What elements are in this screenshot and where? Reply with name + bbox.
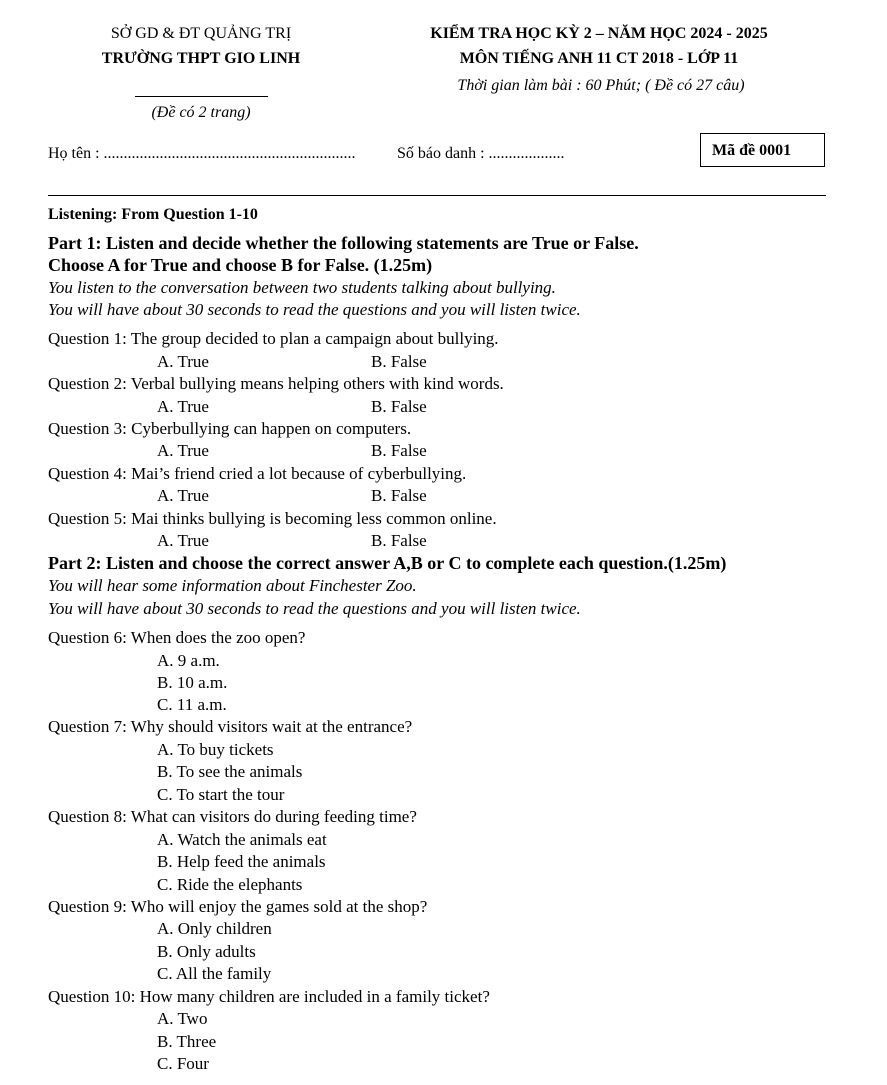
q1-option-a: A. True <box>157 352 209 371</box>
question-3: Question 3: Cyberbullying can happen on computers. <box>48 419 412 438</box>
q9-option-a: A. Only children <box>157 919 272 938</box>
q9-option-b: B. Only adults <box>157 942 256 961</box>
student-name-field: Họ tên : ............................................................... <box>48 145 356 162</box>
question-4: Question 4: Mai’s friend cried a lot because of cyberbullying. <box>48 464 467 483</box>
q6-option-b: B. 10 a.m. <box>157 673 228 692</box>
part2-instruction-2: You will have about 30 seconds to read the questions and you will listen twice. <box>48 599 581 618</box>
q2-option-b: B. False <box>371 397 427 416</box>
subject-title: MÔN TIẾNG ANH 11 CT 2018 - LỚP 11 <box>459 50 739 67</box>
q4-option-a: A. True <box>157 486 209 505</box>
q6-option-c: C. 11 a.m. <box>157 695 227 714</box>
question-8: Question 8: What can visitors do during feeding time? <box>48 807 417 826</box>
q3-option-a: A. True <box>157 441 209 460</box>
question-2: Question 2: Verbal bullying means helping others with kind words. <box>48 374 504 393</box>
exam-code: Mã đề 0001 <box>712 142 792 159</box>
q5-option-a: A. True <box>157 531 209 550</box>
student-id-field: Số báo danh : ................... <box>397 145 565 162</box>
q2-option-a: A. True <box>157 397 209 416</box>
exam-duration: Thời gian làm bài : 60 Phút; ( Đề có 27 câu) <box>457 77 745 94</box>
q1-option-b: B. False <box>371 352 427 371</box>
q7-option-c: C. To start the tour <box>157 785 285 804</box>
part1-title-line1: Part 1: Listen and decide whether the following statements are True or False. <box>48 233 639 253</box>
part2-title: Part 2: Listen and choose the correct answer A,B or C to complete each question.(1.25m) <box>48 553 727 573</box>
part1-instruction-1: You listen to the conversation between two students talking about bullying. <box>48 278 556 297</box>
q7-option-b: B. To see the animals <box>157 762 303 781</box>
q10-option-c: C. Four <box>157 1054 209 1073</box>
q8-option-b: B. Help feed the animals <box>157 852 326 871</box>
header-divider-short <box>135 96 268 97</box>
q8-option-a: A. Watch the animals eat <box>157 830 327 849</box>
q7-option-a: A. To buy tickets <box>157 740 274 759</box>
exam-title: KIỂM TRA HỌC KỲ 2 – NĂM HỌC 2024 - 2025 <box>430 25 768 42</box>
page-count-note: (Đề có 2 trang) <box>151 104 251 121</box>
school-name: TRƯỜNG THPT GIO LINH <box>101 50 301 67</box>
q4-option-b: B. False <box>371 486 427 505</box>
part1-instruction-2: You will have about 30 seconds to read the questions and you will listen twice. <box>48 300 581 319</box>
question-1: Question 1: The group decided to plan a campaign about bullying. <box>48 329 499 348</box>
q3-option-b: B. False <box>371 441 427 460</box>
q9-option-c: C. All the family <box>157 964 272 983</box>
question-10: Question 10: How many children are included in a family ticket? <box>48 987 490 1006</box>
question-7: Question 7: Why should visitors wait at the entrance? <box>48 717 413 736</box>
question-5: Question 5: Mai thinks bullying is becoming less common online. <box>48 509 497 528</box>
question-6: Question 6: When does the zoo open? <box>48 628 306 647</box>
part1-title-line2: Choose A for True and choose B for False. (1.25m) <box>48 255 433 275</box>
part2-instruction-1: You will hear some information about Finchester Zoo. <box>48 576 417 595</box>
listening-heading: Listening: From Question 1-10 <box>48 206 258 223</box>
q10-option-b: B. Three <box>157 1032 217 1051</box>
header-divider <box>48 195 826 196</box>
q6-option-a: A. 9 a.m. <box>157 651 220 670</box>
q5-option-b: B. False <box>371 531 427 550</box>
q10-option-a: A. Two <box>157 1009 208 1028</box>
question-9: Question 9: Who will enjoy the games sold at the shop? <box>48 897 428 916</box>
q8-option-c: C. Ride the elephants <box>157 875 303 894</box>
department-name: SỞ GD & ĐT QUẢNG TRỊ <box>110 25 292 42</box>
